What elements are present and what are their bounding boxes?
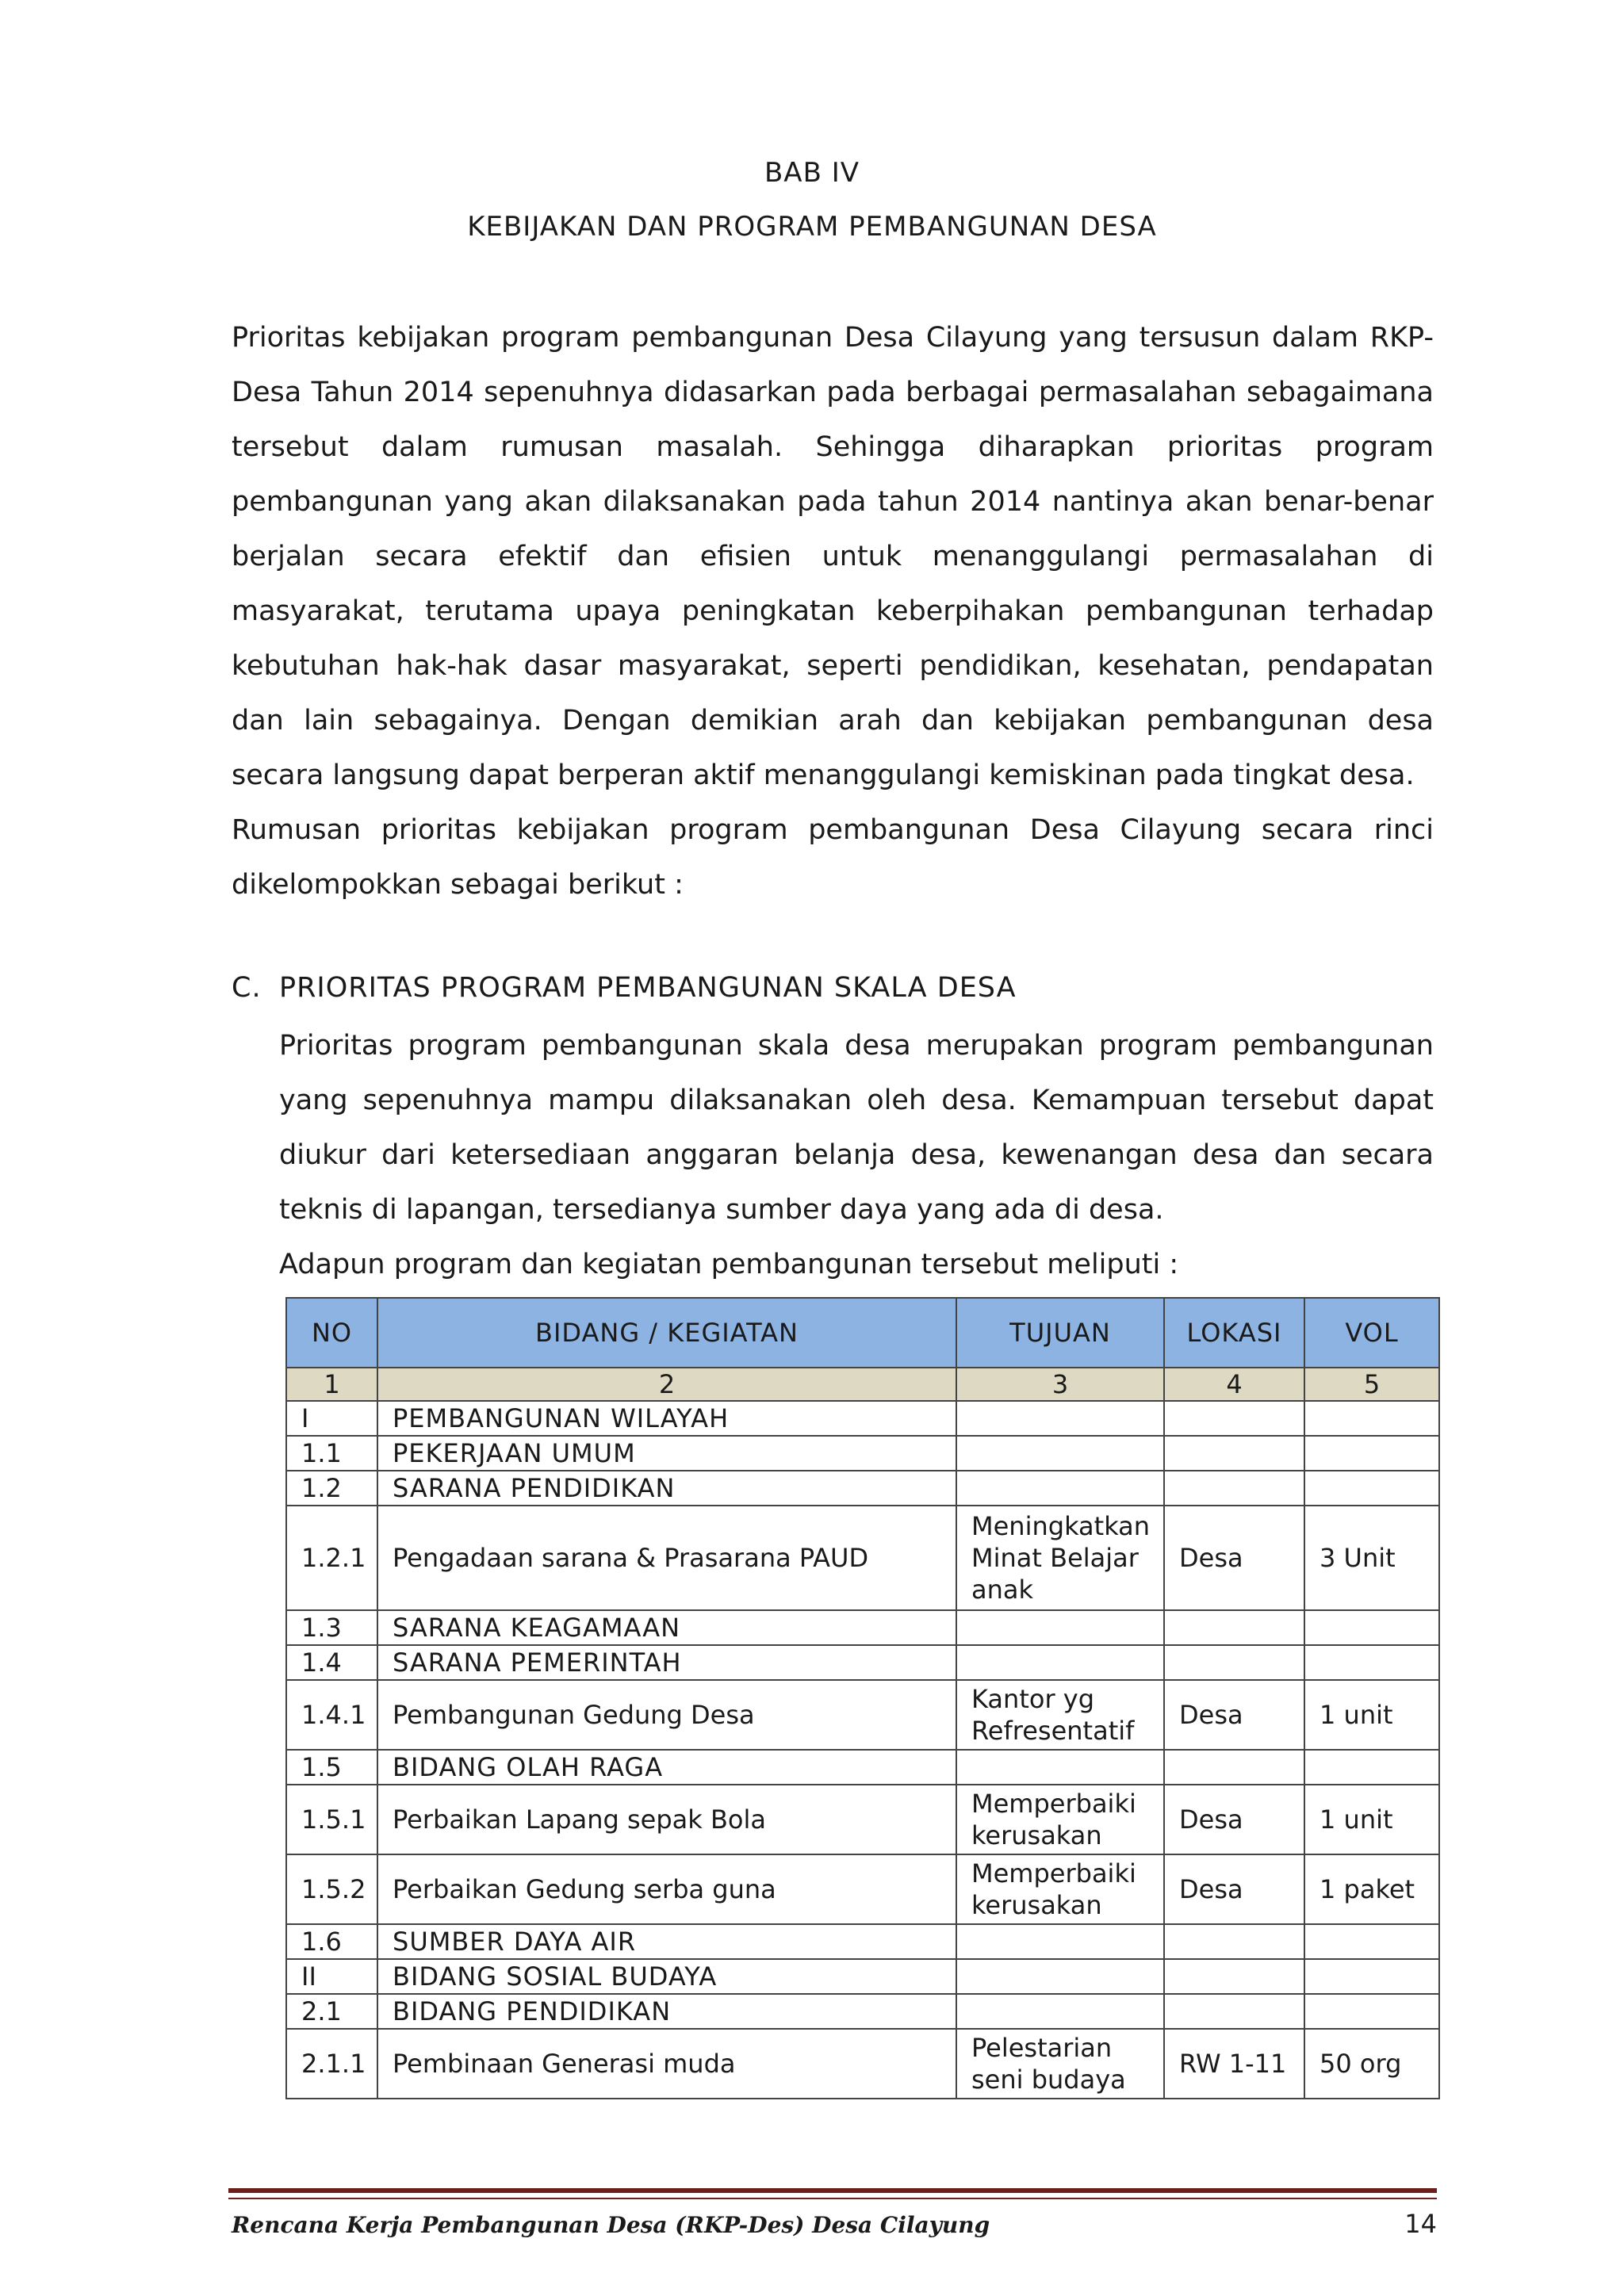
table-row <box>286 2029 1439 2099</box>
table-row <box>286 1854 1439 1924</box>
column-number: 5 <box>1304 1368 1439 1401</box>
program-table <box>285 1297 1440 2099</box>
header-bidang: BIDANG / KEGIATAN <box>377 1298 956 1368</box>
row-no: 2.1 <box>286 1994 377 2029</box>
chapter-number: BAB IV <box>764 157 860 189</box>
header-no: NO <box>286 1298 377 1368</box>
row-tujuan: Pelestarian seni budaya <box>956 2029 1164 2099</box>
row-tujuan: Memperbaiki kerusakan <box>956 1785 1164 1854</box>
row-vol: 1 paket <box>1304 1854 1439 1924</box>
table-row <box>286 1959 1439 1994</box>
row-no: 1.5 <box>286 1750 377 1785</box>
row-no: I <box>286 1401 377 1436</box>
row-vol: 1 unit <box>1304 1680 1439 1750</box>
row-vol <box>1304 1401 1439 1436</box>
row-bidang: Pembinaan Generasi muda <box>377 2029 956 2099</box>
row-bidang: Pembangunan Gedung Desa <box>377 1680 956 1750</box>
row-bidang: SARANA PEMERINTAH <box>377 1645 956 1680</box>
row-bidang: BIDANG PENDIDIKAN <box>377 1994 956 2029</box>
row-bidang: BIDANG SOSIAL BUDAYA <box>377 1959 956 1994</box>
column-number-row <box>286 1368 1439 1401</box>
row-no: 1.4.1 <box>286 1680 377 1750</box>
row-bidang: PEMBANGUNAN WILAYAH <box>377 1401 956 1436</box>
intro-paragraph-1: Prioritas kebijakan program pembangunan Desa Cilayung yang tersusun dalam RKP-Desa Tahun 2014 sepenuhnya didasarkan pada berbagai permasalahan sebagaimana tersebut dalam rumusan masalah. Sehingga diharapkan prioritas program pembangunan yang akan dilaksanakan pada tahun 2014 nantinya akan benar-benar berjalan secara efektif dan efisien untuk menanggulangi permasalahan di masyarakat, terutama upaya peningkatan keberpihakan pembangunan terhadap kebutuhan hak-hak dasar masyarakat, seperti pendidikan, kesehatan, pendapatan dan lain sebagainya. Dengan demikian arah dan kebijakan pembangunan desa secara langsung dapat berperan aktif menanggulangi kemiskinan pada tingkat desa. <box>232 322 1434 791</box>
row-tujuan: Kantor yg Refresentatif <box>956 1680 1164 1750</box>
row-lokasi <box>1164 1750 1304 1785</box>
page-number: 14 <box>1404 2209 1437 2239</box>
table-row <box>286 1750 1439 1785</box>
row-lokasi: RW 1-11 <box>1164 2029 1304 2099</box>
footer-rule-thin <box>228 2198 1437 2199</box>
section-title: PRIORITAS PROGRAM PEMBANGUNAN SKALA DESA <box>279 972 1017 1004</box>
intro-paragraph-2: Rumusan prioritas kebijakan program pembangunan Desa Cilayung secara rinci dikelompokkan sebagai berikut : <box>232 814 1434 901</box>
row-no: 1.6 <box>286 1924 377 1959</box>
column-number: 1 <box>286 1368 377 1401</box>
row-tujuan <box>956 1401 1164 1436</box>
header-tujuan: TUJUAN <box>956 1298 1164 1368</box>
row-vol: 3 Unit <box>1304 1506 1439 1610</box>
row-lokasi <box>1164 1401 1304 1436</box>
row-tujuan <box>956 1645 1164 1680</box>
table-row <box>286 1401 1439 1436</box>
row-tujuan <box>956 1471 1164 1506</box>
row-vol <box>1304 1994 1439 2029</box>
row-bidang: SARANA PENDIDIKAN <box>377 1471 956 1506</box>
section-paragraph-1: Prioritas program pembangunan skala desa merupakan program pembangunan yang sepenuhnya mampu dilaksanakan oleh desa. Kemampuan tersebut dapat diukur dari ketersediaan anggaran belanja desa, kewenangan desa dan secara teknis di lapangan, tersedianya sumber daya yang ada di desa. <box>279 1030 1434 1226</box>
row-no: 2.1.1 <box>286 2029 377 2099</box>
footer-rule <box>228 2188 1437 2193</box>
row-no: 1.3 <box>286 1610 377 1645</box>
column-number: 4 <box>1164 1368 1304 1401</box>
header-lokasi: LOKASI <box>1164 1298 1304 1368</box>
row-tujuan <box>956 1959 1164 1994</box>
row-vol: 50 org <box>1304 2029 1439 2099</box>
row-lokasi <box>1164 1924 1304 1959</box>
table-row <box>286 1645 1439 1680</box>
row-lokasi: Desa <box>1164 1506 1304 1610</box>
row-vol <box>1304 1924 1439 1959</box>
row-no: 1.5.2 <box>286 1854 377 1924</box>
row-bidang: SARANA KEAGAMAAN <box>377 1610 956 1645</box>
row-tujuan <box>956 1994 1164 2029</box>
row-no: II <box>286 1959 377 1994</box>
row-tujuan <box>956 1436 1164 1471</box>
row-lokasi: Desa <box>1164 1785 1304 1854</box>
row-vol <box>1304 1436 1439 1471</box>
column-number: 2 <box>377 1368 956 1401</box>
section-heading <box>232 972 1017 1004</box>
table-header-row <box>286 1298 1439 1368</box>
row-vol <box>1304 1645 1439 1680</box>
row-vol <box>1304 1750 1439 1785</box>
row-lokasi <box>1164 1610 1304 1645</box>
table-row <box>286 1785 1439 1854</box>
table-row <box>286 1436 1439 1471</box>
row-bidang: Perbaikan Lapang sepak Bola <box>377 1785 956 1854</box>
row-tujuan: Meningkatkan Minat Belajar anak <box>956 1506 1164 1610</box>
chapter-title: KEBIJAKAN DAN PROGRAM PEMBANGUNAN DESA <box>467 211 1157 243</box>
row-tujuan <box>956 1610 1164 1645</box>
table-row <box>286 1994 1439 2029</box>
table-row <box>286 1924 1439 1959</box>
row-no: 1.5.1 <box>286 1785 377 1854</box>
row-bidang: PEKERJAAN UMUM <box>377 1436 956 1471</box>
row-bidang: BIDANG OLAH RAGA <box>377 1750 956 1785</box>
row-lokasi: Desa <box>1164 1854 1304 1924</box>
row-vol: 1 unit <box>1304 1785 1439 1854</box>
row-bidang: Pengadaan sarana & Prasarana PAUD <box>377 1506 956 1610</box>
row-tujuan: Memperbaiki kerusakan <box>956 1854 1164 1924</box>
row-lokasi <box>1164 1645 1304 1680</box>
row-vol <box>1304 1471 1439 1506</box>
row-no: 1.2 <box>286 1471 377 1506</box>
section-paragraph-2: Adapun program dan kegiatan pembangunan tersebut meliputi : <box>279 1249 1179 1280</box>
row-lokasi <box>1164 1471 1304 1506</box>
row-bidang: Perbaikan Gedung serba guna <box>377 1854 956 1924</box>
row-tujuan <box>956 1750 1164 1785</box>
column-number: 3 <box>956 1368 1164 1401</box>
row-lokasi <box>1164 1959 1304 1994</box>
table-row <box>286 1610 1439 1645</box>
table-row <box>286 1471 1439 1506</box>
row-no: 1.4 <box>286 1645 377 1680</box>
row-bidang: SUMBER DAYA AIR <box>377 1924 956 1959</box>
row-lokasi <box>1164 1994 1304 2029</box>
row-tujuan <box>956 1924 1164 1959</box>
row-lokasi: Desa <box>1164 1680 1304 1750</box>
table-row <box>286 1680 1439 1750</box>
footer-title: Rencana Kerja Pembangunan Desa (RKP-Des) Desa Cilayung <box>232 2212 990 2238</box>
section-letter: C. <box>232 972 262 1004</box>
row-vol <box>1304 1959 1439 1994</box>
row-no: 1.2.1 <box>286 1506 377 1610</box>
table-row <box>286 1506 1439 1610</box>
row-lokasi <box>1164 1436 1304 1471</box>
header-vol: VOL <box>1304 1298 1439 1368</box>
row-no: 1.1 <box>286 1436 377 1471</box>
row-vol <box>1304 1610 1439 1645</box>
